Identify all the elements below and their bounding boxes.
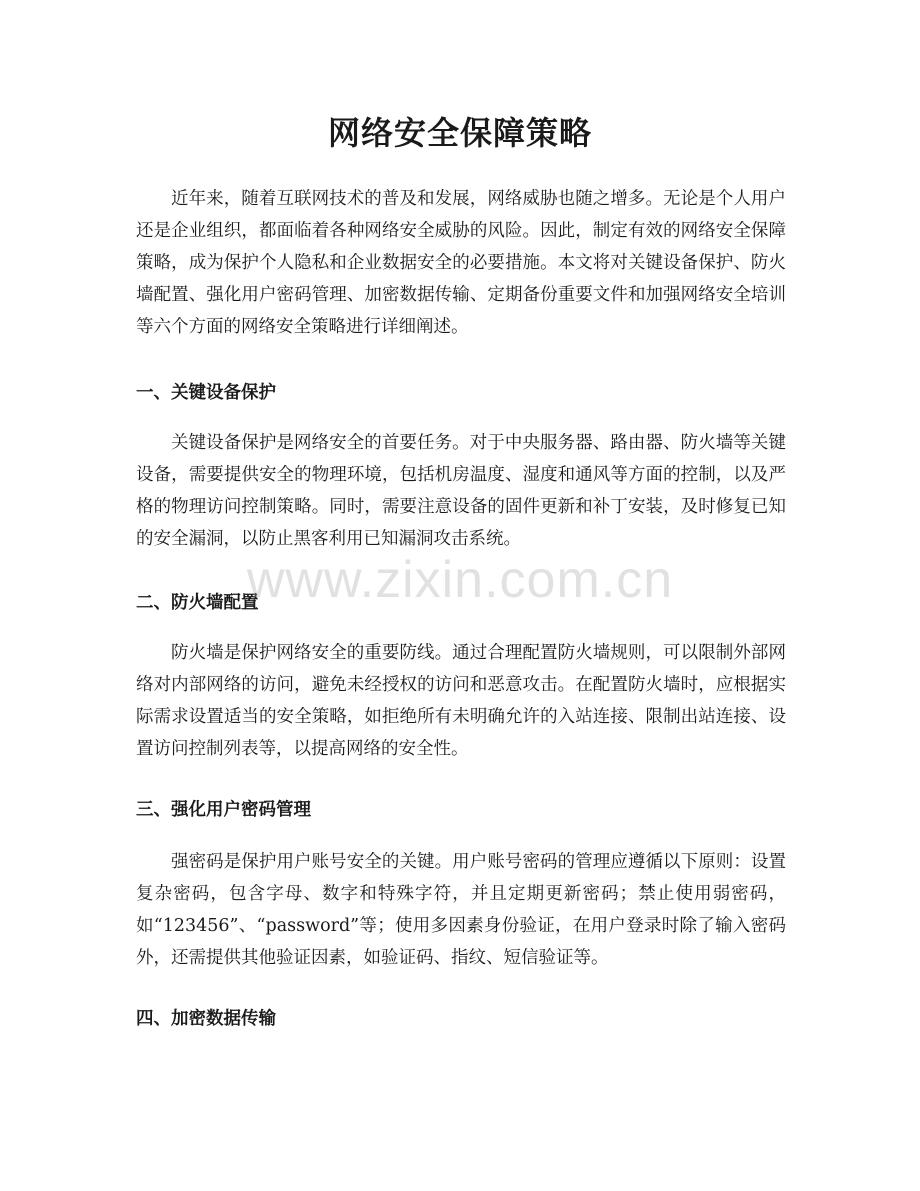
section-heading-2: 二、防火墙配置	[136, 593, 259, 613]
section-body-1: 关键设备保护是网络安全的首要任务。对于中央服务器、路由器、防火墙等关键设备，需要提供安全的物理环境，包括机房温度、湿度和通风等方面的控制，以及严格的物理访问控制策略。同时，需要注意设备的固件更新和补丁安装，及时修复已知的安全漏洞，以防止黑客利用已知漏洞攻击系统。	[136, 433, 786, 549]
section-heading-1: 一、关键设备保护	[136, 383, 276, 403]
section-body-3: 强密码是保护用户账号安全的关键。用户账号密码的管理应遵循以下原则：设置复杂密码，包含字母、数字和特殊字符，并且定期更新密码；禁止使用弱密码，如“123456”、“password”等；使用多因素身份验证，在用户登录时除了输入密码外，还需提供其他验证因素，如验证码、指纹、短信验证等。	[136, 852, 786, 968]
document-title: 网络安全保障策略	[327, 114, 592, 152]
watermark-text: www.zixin.com.cn	[246, 551, 674, 609]
section-body-2: 防火墙是保护网络安全的重要防线。通过合理配置防火墙规则，可以限制外部网络对内部网络的访问，避免未经授权的访问和恶意攻击。在配置防火墙时，应根据实际需求设置适当的安全策略，如拒绝所有未明确允许的入站连接、限制出站连接、设置访问控制列表等，以提高网络的安全性。	[136, 643, 786, 759]
section-heading-3: 三、强化用户密码管理	[136, 800, 311, 820]
section-heading-4: 四、加密数据传输	[136, 1009, 276, 1029]
intro-paragraph: 近年来，随着互联网技术的普及和发展，网络威胁也随之增多。无论是个人用户还是企业组织，都面临着各种网络安全威胁的风险。因此，制定有效的网络安全保障策略，成为保护个人隐私和企业数据安全的必要措施。本文将对关键设备保护、防火墙配置、强化用户密码管理、加密数据传输、定期备份重要文件和加强网络安全培训等六个方面的网络安全策略进行详细阐述。	[136, 189, 786, 337]
